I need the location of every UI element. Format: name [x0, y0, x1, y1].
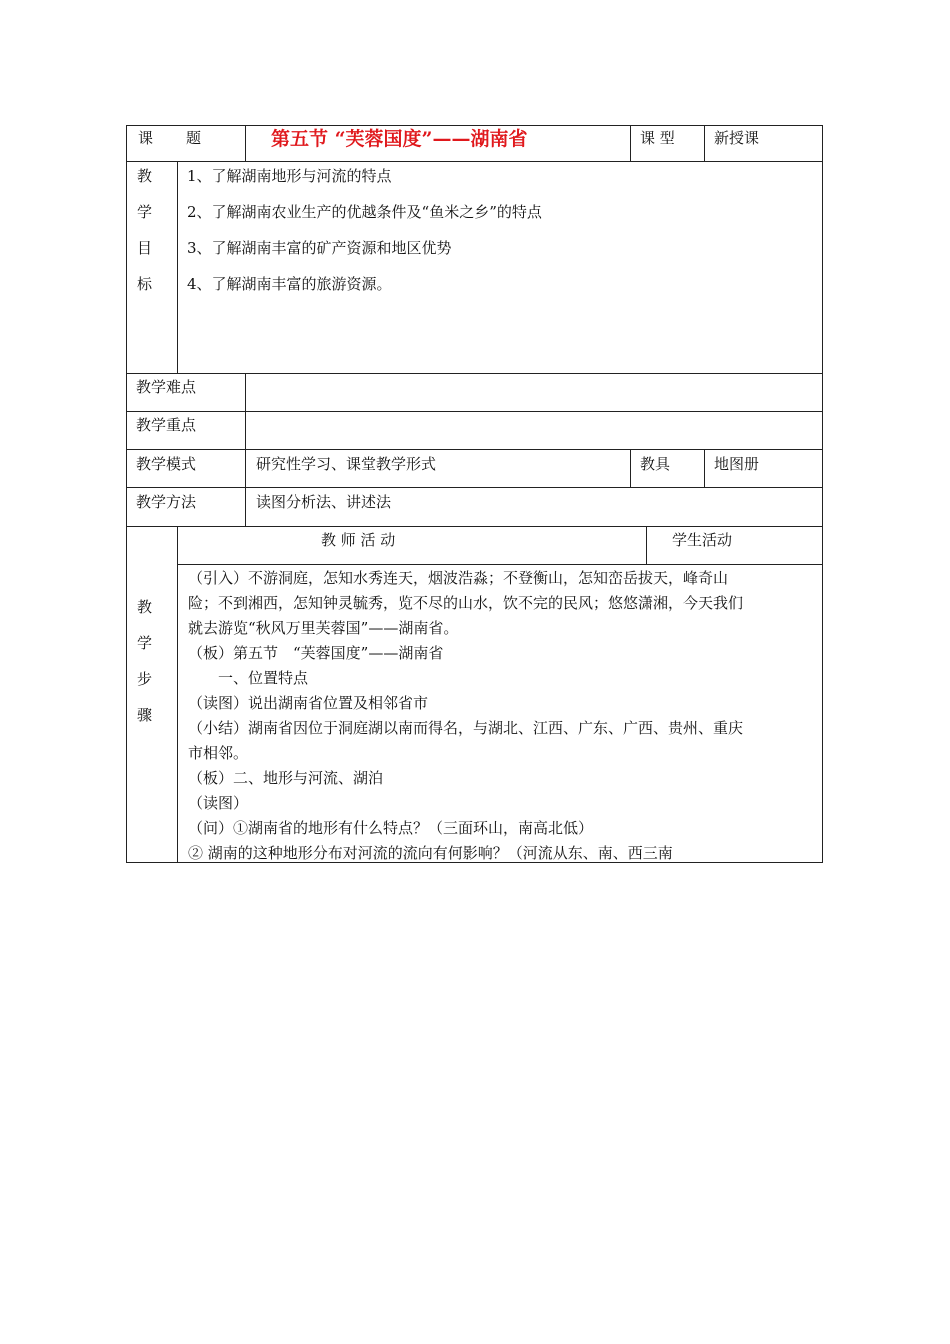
type-label: 课 型 [640, 129, 675, 147]
grid-line [630, 125, 631, 162]
grid-line [126, 125, 127, 863]
grid-line [245, 373, 246, 527]
tools-value: 地图册 [714, 455, 760, 473]
grid-line [126, 125, 823, 126]
steps-label-char: 教 [137, 598, 153, 616]
grid-line [704, 125, 705, 162]
grid-line [126, 526, 823, 527]
grid-line [177, 526, 178, 863]
step-line: （读图）说出湖南省位置及相邻省市 [188, 694, 429, 712]
tools-label: 教具 [640, 455, 671, 473]
grid-line [126, 487, 823, 488]
objective-item: 1、了解湖南地形与河流的特点 [187, 167, 392, 185]
grid-line [126, 411, 823, 412]
key-points-label: 教学重点 [136, 416, 197, 434]
steps-label-char: 步 [137, 670, 153, 688]
objectives-label-char: 标 [137, 275, 153, 293]
steps-label-char: 学 [137, 634, 153, 652]
grid-line [177, 161, 178, 374]
student-activity-header: 学生活动 [672, 531, 733, 549]
objective-item: 2、了解湖南农业生产的优越条件及“鱼米之乡”的特点 [187, 203, 542, 221]
teacher-activity-header: 教 师 活 动 [321, 531, 396, 549]
grid-line [630, 449, 631, 488]
grid-line [126, 862, 823, 863]
mode-label: 教学模式 [136, 455, 197, 473]
difficulty-label: 教学难点 [136, 378, 197, 396]
grid-line [245, 125, 246, 162]
grid-line [704, 449, 705, 488]
topic-label-char: 课 [138, 129, 154, 147]
lesson-title: 第五节 “芙蓉国度”——湖南省 [271, 128, 528, 150]
objectives-label-char: 教 [137, 167, 153, 185]
grid-line [646, 526, 647, 565]
step-line: 一、位置特点 [188, 669, 309, 687]
step-line: 市相邻。 [188, 744, 249, 762]
grid-line [822, 125, 823, 863]
step-line: ② 湖南的这种地形分布对河流的流向有何影响？（河流从东、南、西三南 [188, 844, 673, 862]
step-line: （问）①湖南省的地形有什么特点？（三面环山，南高北低） [188, 819, 594, 837]
step-line: （读图） [188, 794, 249, 812]
step-line: （板）第五节 “芙蓉国度”——湖南省 [188, 644, 444, 662]
topic-label-char: 题 [186, 129, 202, 147]
method-value: 读图分析法、讲述法 [256, 493, 392, 511]
mode-value: 研究性学习、课堂教学形式 [256, 455, 437, 473]
objectives-label-char: 学 [137, 203, 153, 221]
step-line: 险；不到湘西，怎知钟灵毓秀，览不尽的山水，饮不完的民风；悠悠潇湘，今天我们 [188, 594, 744, 612]
step-line: （引入）不游洞庭，怎知水秀连天，烟波浩淼；不登衡山，怎知峦岳拔天，峰奇山 [188, 569, 729, 587]
step-line: （板）二、地形与河流、湖泊 [188, 769, 384, 787]
step-line: （小结）湖南省因位于洞庭湖以南而得名，与湖北、江西、广东、广西、贵州、重庆 [188, 719, 744, 737]
grid-line [126, 373, 823, 374]
steps-label-char: 骤 [137, 706, 153, 724]
type-value: 新授课 [714, 129, 760, 147]
method-label: 教学方法 [136, 493, 197, 511]
grid-line [126, 449, 823, 450]
grid-line [126, 161, 823, 162]
step-line: 就去游览“秋风万里芙蓉国”——湖南省。 [188, 619, 459, 637]
objective-item: 3、了解湖南丰富的矿产资源和地区优势 [187, 239, 452, 257]
grid-line [177, 564, 823, 565]
objectives-label-char: 目 [137, 239, 153, 257]
objective-item: 4、了解湖南丰富的旅游资源。 [187, 275, 392, 293]
